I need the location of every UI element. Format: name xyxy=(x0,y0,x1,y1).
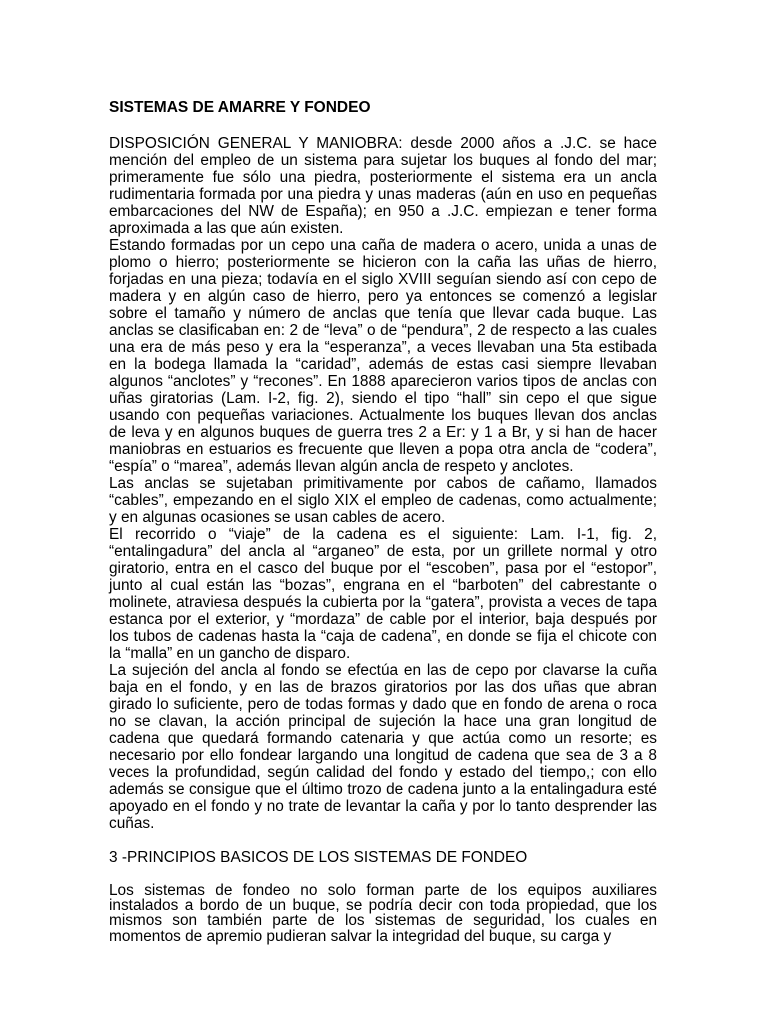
paragraph-anchoring-principles: Los sistemas de fondeo no solo forman parte de los equipos auxiliares instalados a bordo de un buque, se podría decir con toda propiedad, que los mismos son también parte de los sistemas de seguridad, los cuales en momentos de apremio pudieran salvar la integridad del buque, su carga y xyxy=(109,882,657,945)
paragraph-anchor-holding: La sujeción del ancla al fondo se efectúa en las de cepo por clavarse la cuña baja en el fondo, y en las de brazos giratorios por las dos uñas que abran girado lo suficiente, pero de todas formas y dado que en fondo de arena o roca no se clavan, la acción principal de sujeción la hace una gran longitud de cadena que quedará formando catenaria y que actúa como un resorte; es necesario por ello fondear largando una longitud de cadena que sea de 3 a 8 veces la profundidad, según calidad del fondo y estado del tiempo,; con ello además se consigue que el último trozo de cadena junto a la entalingadura esté apoyado en el fondo y no trate de levantar la caña y por lo tanto desprender las cuñas. xyxy=(109,662,657,832)
document-title: SISTEMAS DE AMARRE Y FONDEO xyxy=(109,99,371,116)
paragraph-general-disposition: DISPOSICIÓN GENERAL Y MANIOBRA: desde 2000 años a .J.C. se hace mención del empleo de un sistema para sujetar los buques al fondo del mar; primeramente fue sólo una piedra, posteriormente el sistema era un ancla rudimentaria formada por una piedra y unas maderas (aún en uso en pequeñas embarcaciones del NW de España); en 950 a .J.C. empiezan e tener forma aproximada a las que aún existen. xyxy=(109,135,657,237)
paragraph-anchor-history: Estando formadas por un cepo una caña de madera o acero, unida a unas de plomo o hierro; posteriormente se hicieron con la caña las uñas de hierro, forjadas en una pieza; todavía en el siglo XVIII seguían siendo así con cepo de madera y en algún caso de hierro, pero ya entonces se comenzó a legislar sobre el tamaño y número de anclas que tenía que llevar cada buque. Las anclas se clasificaban en: 2 de “leva” o de “pendura”, 2 de respecto a las cuales una era de más peso y era la “esperanza”, a veces llevaban una 5ta estibada en la bodega llamada la “caridad”, además de estas casi siempre llevaban algunos “anclotes” y “recones”. En 1888 aparecieron varios tipos de anclas con uñas giratorias (Lam. I-2, fig. 2), siendo el tipo “hall” sin cepo el que sigue usando con pequeñas variaciones. Actualmente los buques llevan dos anclas de leva y en algunos buques de guerra tres 2 a Er: y 1 a Br, y si han de hacer maniobras en estuarios es frecuente que lleven a popa otra ancla de “codera”, “espía” o “marea”, además llevan algún ancla de respeto y anclotes. xyxy=(109,237,657,475)
section-title: 3 -PRINCIPIOS BASICOS DE LOS SISTEMAS DE FONDEO xyxy=(109,849,528,866)
paragraph-anchor-cables: Las anclas se sujetaban primitivamente por cabos de cañamo, llamados “cables”, empezando en el siglo XIX el empleo de cadenas, como actualmente; y en algunas ocasiones se usan cables de acero. xyxy=(109,475,657,526)
document-page xyxy=(109,98,657,944)
paragraph-chain-route: El recorrido o “viaje” de la cadena es el siguiente: Lam. I-1, fig. 2, “entalingadura” del ancla al “arganeo” de esta, por un grillete normal y otro giratorio, entra en el casco del buque por el “escoben”, pasa por el “estopor”, junto al cual están las “bozas”, engrana en el “barboten” del cabrestante o molinete, atraviesa después la cubierta por la “gatera”, provista a veces de tapa estanca por el exterior, y “mordaza” de cable por el interior, baja después por los tubos de cadenas hasta la “caja de cadena”, en donde se fija el chicote con la “malla” en un gancho de disparo. xyxy=(109,526,657,662)
